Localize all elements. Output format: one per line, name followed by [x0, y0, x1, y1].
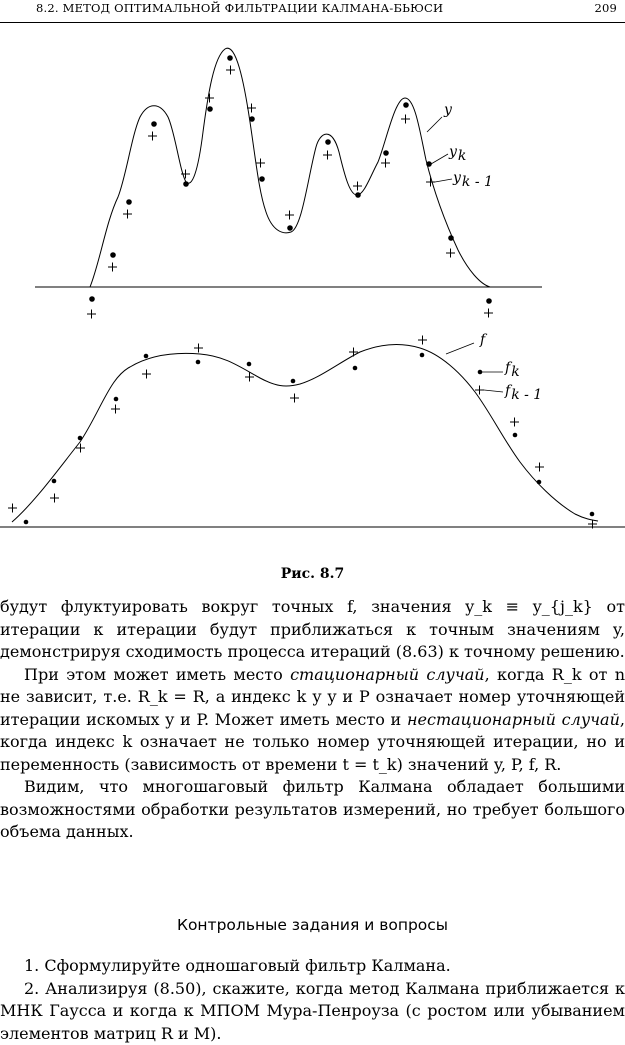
bottom-dot: [247, 362, 252, 367]
bottom-dot: [353, 366, 358, 371]
top-dot: [127, 200, 132, 205]
top-cross: [353, 182, 362, 191]
label-yk: yk: [448, 144, 466, 164]
body-text: [0, 596, 625, 844]
page-number: 209: [594, 1, 617, 15]
paragraph-2: [0, 664, 625, 777]
bottom-dot: [78, 436, 83, 441]
questions-list: [0, 955, 625, 1045]
page-header: [0, 0, 625, 23]
question-2: 2. Анализируя (8.50), скажите, когда метод Калмана приближается к МНК Гаусса и когда к МПОМ Мура-Пенроуза (с ростом или убыванием элементов матриц R и M).: [0, 978, 625, 1045]
top-cross: [426, 178, 435, 187]
bottom-cross: [535, 463, 544, 472]
leader-fk1: [484, 390, 503, 392]
bottom-panel: [0, 345, 625, 527]
top-dot: [404, 103, 409, 108]
bottom-dot: [24, 520, 29, 525]
top-cross: [226, 66, 235, 75]
bottom-cross: [111, 405, 120, 414]
bottom-cross: [349, 348, 358, 357]
top-cross: [123, 210, 132, 219]
top-cross: [108, 263, 117, 272]
label-y: y: [443, 102, 453, 118]
top-cross: [484, 309, 493, 318]
paragraph-1: будут флуктуировать вокруг точных f, значения y_k ≡ y_{j_k} от итерации к итерации будут приближаться к точным значениям y, демонстрируя сходимость процесса итераций (8.63) к точному решению.: [0, 596, 625, 664]
top-panel: [35, 48, 542, 287]
top-dot: [384, 151, 389, 156]
bottom-cross: [8, 504, 17, 513]
question-1: 1. Сформулируйте одношаговый фильтр Калмана.: [0, 955, 625, 978]
top-cross: [256, 159, 265, 168]
figure-caption: Рис. 8.7: [0, 566, 625, 582]
section-title: Контрольные задания и вопросы: [0, 916, 625, 934]
bottom-cross: [510, 418, 519, 427]
label-fk1: fk - 1: [504, 383, 542, 403]
top-cross: [148, 132, 157, 141]
paragraph-3: Видим, что многошаговый фильтр Калмана обладает большими возможностями обработки результатов измерений, но требует большого объема данных.: [0, 776, 625, 844]
leader-y: [427, 117, 442, 132]
top-dot: [487, 299, 492, 304]
top-cross: [205, 94, 214, 103]
bottom-dot: [291, 379, 296, 384]
top-dot: [326, 140, 331, 145]
top-cross: [285, 211, 294, 220]
top-cross: [323, 151, 332, 160]
top-dot: [356, 193, 361, 198]
top-dot: [288, 226, 293, 231]
p2-emphasis-stationary: стационарный случай: [290, 665, 485, 684]
p2-part-c: , когда индекс k означает не только номер уточняющей итерации, но и переменность (зависимость от времени t = t_k) значений y, P, f, R.: [0, 710, 625, 774]
bottom-dot: [537, 480, 542, 485]
top-dot: [90, 297, 95, 302]
top-dot: [184, 182, 189, 187]
bottom-cross: [418, 336, 427, 345]
bottom-dot: [52, 479, 57, 484]
top-cross: [446, 249, 455, 258]
figure-8-7: [0, 22, 625, 562]
top-cross: [381, 159, 390, 168]
bottom-cross: [194, 344, 203, 353]
top-crosses: [87, 66, 493, 319]
top-curve-y: [90, 48, 490, 287]
bottom-cross: [142, 370, 151, 379]
bottom-dot: [420, 353, 425, 358]
bottom-dot: [114, 397, 119, 402]
leader-yk: [431, 154, 448, 164]
top-dot: [427, 162, 432, 167]
top-cross: [401, 115, 410, 124]
top-dot: [152, 122, 157, 127]
bottom-dot: [590, 512, 595, 517]
bottom-dot: [513, 433, 518, 438]
bottom-labels: [446, 332, 542, 403]
top-labels: [427, 102, 493, 190]
p2-emphasis-nonstationary: нестационарный случай: [407, 710, 620, 729]
top-cross: [87, 310, 96, 319]
bottom-cross: [290, 394, 299, 403]
bottom-dot: [144, 354, 149, 359]
top-dot: [228, 56, 233, 61]
top-dot: [449, 236, 454, 241]
bottom-markers: [24, 353, 595, 525]
p2-part-a: При этом может иметь место: [24, 665, 290, 684]
label-f: f: [479, 332, 488, 348]
top-dot: [250, 117, 255, 122]
bottom-cross: [50, 494, 59, 503]
leader-f: [446, 343, 474, 354]
running-title: 8.2. МЕТОД ОПТИМАЛЬНОЙ ФИЛЬТРАЦИИ КАЛМАНА-БЬЮСИ: [36, 1, 443, 15]
label-yk1: yk - 1: [452, 170, 493, 190]
label-fk: fk: [504, 360, 520, 380]
bottom-dot: [196, 360, 201, 365]
top-dot: [260, 177, 265, 182]
leader-yk1: [435, 179, 452, 182]
p2-part-b: , когда R_k от n не зависит, т.е. R_k = R, а индекс k у y и P означает номер уточняющей итерации искомых y и P. Может иметь место и: [0, 665, 625, 729]
top-dot: [111, 253, 116, 258]
bottom-dot: [478, 370, 483, 375]
top-dot: [208, 107, 213, 112]
